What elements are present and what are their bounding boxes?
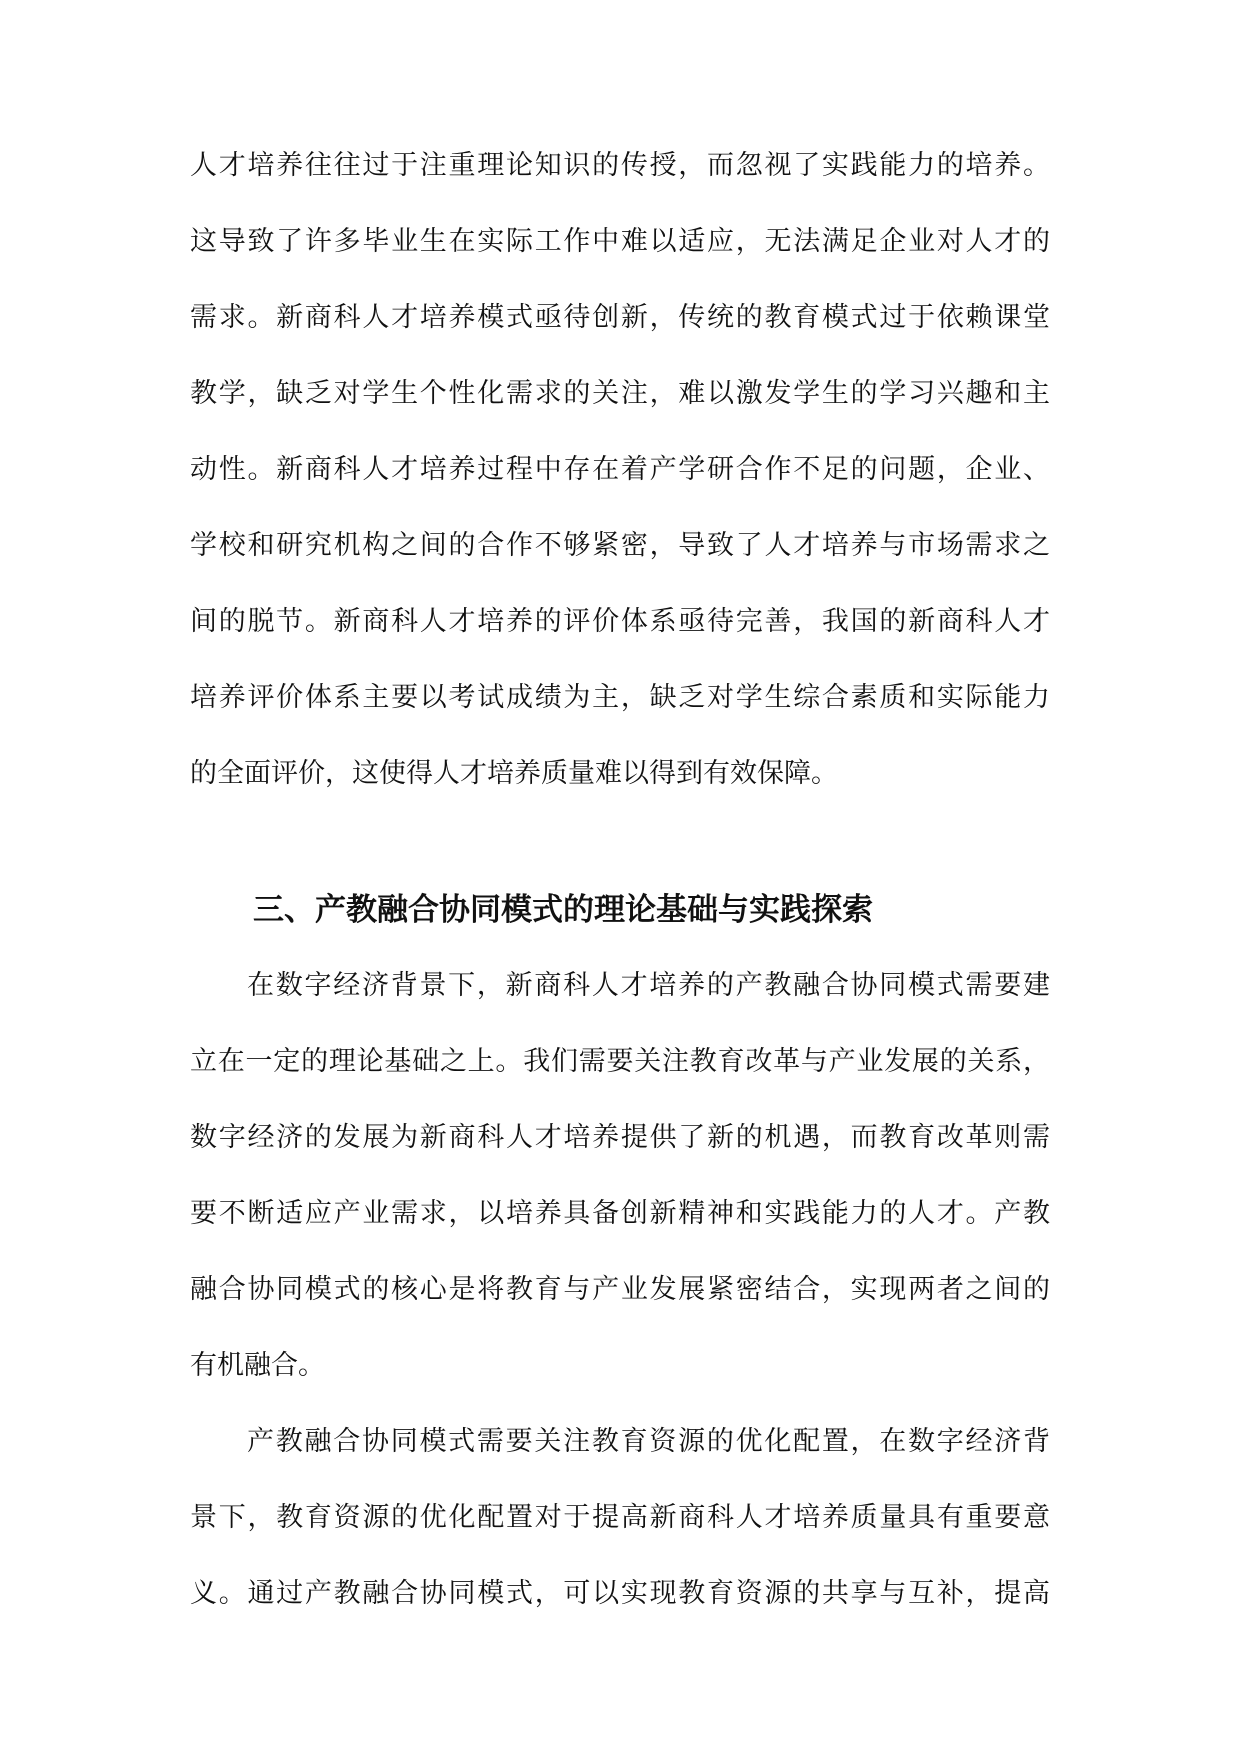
paragraph-line: 数字经济的发展为新商科人才培养提供了新的机遇，而教育改革则需 bbox=[190, 1122, 1050, 1153]
paragraph-line: 有机融合。 bbox=[190, 1350, 325, 1381]
paragraph-line: 在数字经济背景下，新商科人才培养的产教融合协同模式需要建 bbox=[247, 970, 1050, 1001]
paragraph-line: 动性。新商科人才培养过程中存在着产学研合作不足的问题，企业、 bbox=[190, 454, 1050, 485]
paragraph-line: 培养评价体系主要以考试成绩为主，缺乏对学生综合素质和实际能力 bbox=[190, 682, 1050, 713]
paragraph-line: 教学，缺乏对学生个性化需求的关注，难以激发学生的学习兴趣和主 bbox=[190, 378, 1050, 409]
paragraph-line: 立在一定的理论基础之上。我们需要关注教育改革与产业发展的关系， bbox=[190, 1046, 1050, 1077]
paragraph-line: 的全面评价，这使得人才培养质量难以得到有效保障。 bbox=[190, 758, 838, 789]
paragraph-line: 需求。新商科人才培养模式亟待创新，传统的教育模式过于依赖课堂 bbox=[190, 302, 1050, 333]
paragraph-line: 间的脱节。新商科人才培养的评价体系亟待完善，我国的新商科人才 bbox=[190, 606, 1050, 637]
paragraph-line: 这导致了许多毕业生在实际工作中难以适应，无法满足企业对人才的 bbox=[190, 226, 1050, 257]
paragraph-line: 融合协同模式的核心是将教育与产业发展紧密结合，实现两者之间的 bbox=[190, 1274, 1050, 1305]
paragraph-line: 人才培养往往过于注重理论知识的传授，而忽视了实践能力的培养。 bbox=[190, 150, 1050, 181]
paragraph-line: 要不断适应产业需求，以培养具备创新精神和实践能力的人才。产教 bbox=[190, 1198, 1050, 1229]
paragraph-line: 产教融合协同模式需要关注教育资源的优化配置，在数字经济背 bbox=[247, 1426, 1050, 1457]
paragraph-line: 义。通过产教融合协同模式，可以实现教育资源的共享与互补，提高 bbox=[190, 1578, 1050, 1609]
paragraph-line: 学校和研究机构之间的合作不够紧密，导致了人才培养与市场需求之 bbox=[190, 530, 1050, 561]
paragraph-line: 景下，教育资源的优化配置对于提高新商科人才培养质量具有重要意 bbox=[190, 1502, 1050, 1533]
section-heading: 三、产教融合协同模式的理论基础与实践探索 bbox=[253, 892, 873, 928]
